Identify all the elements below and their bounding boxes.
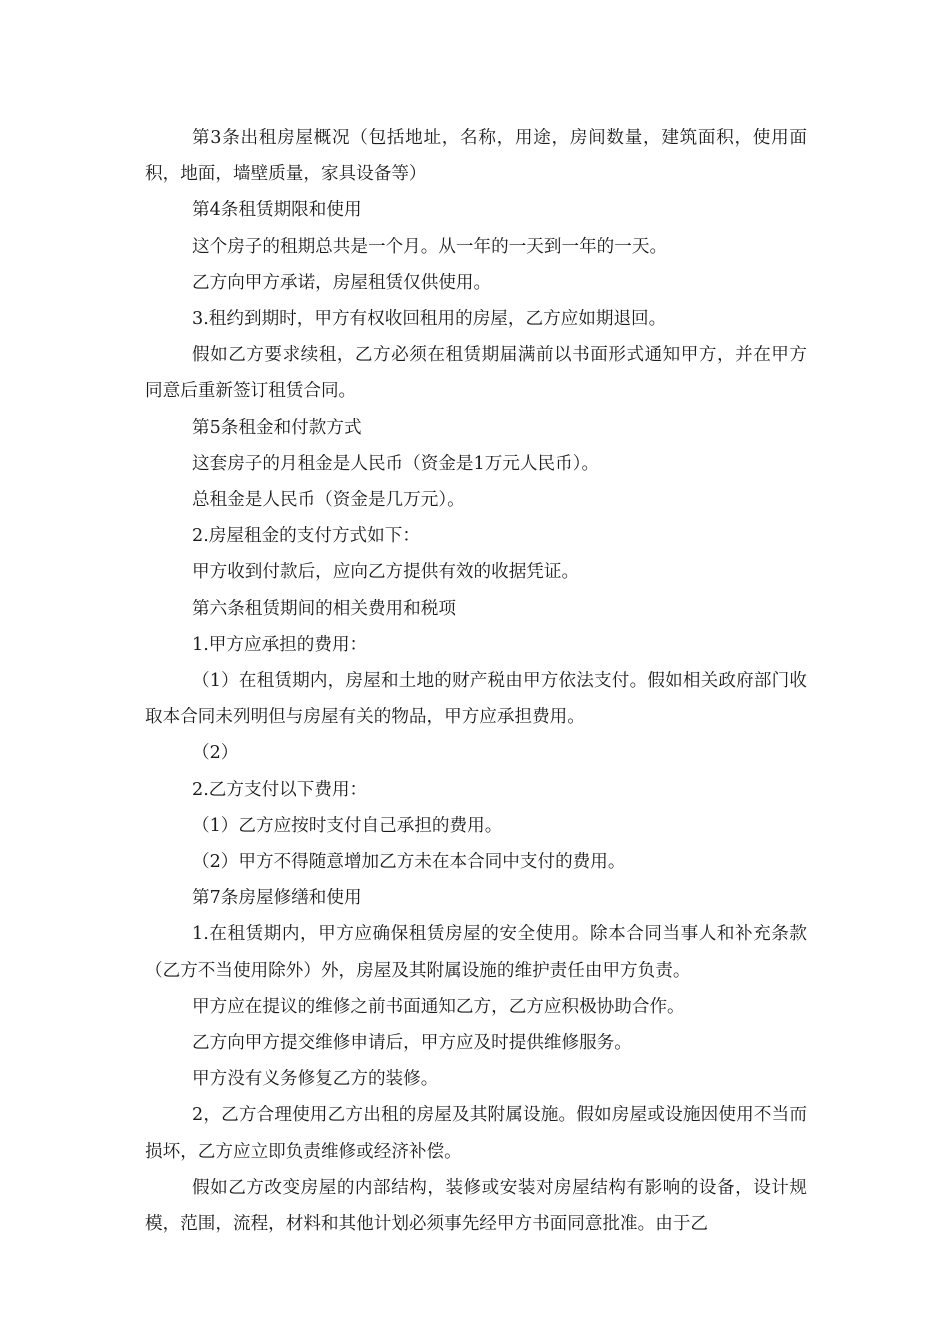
paragraph-renewal: 假如乙方要求续租，乙方必须在租赁期届满前以书面形式通知甲方，并在甲方同意后重新签订租赁合同。: [145, 345, 807, 402]
paragraph-usage-promise: 乙方向甲方承诺，房屋租赁仅供使用。: [192, 272, 492, 293]
paragraph-reasonable-use: 2，乙方合理使用乙方出租的房屋及其附属设施。假如房屋或设施因使用不当而损坏，乙方应立即负责维修或经济补偿。: [145, 1105, 807, 1162]
paragraph-structural-change: 假如乙方改变房屋的内部结构，装修或安装对房屋结构有影响的设备，设计规模，范围，流程，材料和其他计划必须事先经甲方书面同意批准。由于乙: [145, 1177, 807, 1235]
paragraph-party-a-fees: 1.甲方应承担的费用：: [192, 634, 368, 655]
paragraph-receipt: 甲方收到付款后，应向乙方提供有效的收据凭证。: [192, 562, 580, 583]
paragraph-repair-request: 乙方向甲方提交维修申请后，甲方应及时提供维修服务。: [192, 1033, 632, 1054]
paragraph-lease-term: 这个房子的租期总共是一个月。从一年的一天到一年的一天。: [192, 236, 668, 257]
paragraph-article-6-heading: 第六条租赁期间的相关费用和税项: [192, 598, 456, 619]
paragraph-total-rent: 总租金是人民币（资金是几万元）。: [192, 490, 465, 511]
paragraph-article-4-heading: 第4条租赁期限和使用: [192, 200, 362, 221]
paragraph-party-b-fees: 2.乙方支付以下费用：: [192, 779, 368, 800]
paragraph-property-tax: （1）在租赁期内，房屋和土地的财产税由甲方依法支付。假如相关政府部门收取本合同未列明但与房屋有关的物品，甲方应承担费用。: [145, 671, 807, 728]
paragraph-article-5-heading: 第5条租金和付款方式: [192, 417, 362, 438]
paragraph-lease-expiry: 3.租约到期时，甲方有权收回租用的房屋，乙方应如期退回。: [192, 309, 667, 330]
document-body: [145, 120, 807, 1242]
paragraph-party-b-pay-on-time: （1）乙方应按时支付自己承担的费用。: [192, 815, 503, 836]
paragraph-item-2-empty: （2）: [192, 743, 239, 764]
paragraph-monthly-rent: 这套房子的月租金是人民币（资金是1万元人民币）。: [192, 453, 600, 474]
paragraph-no-extra-fees: （2）甲方不得随意增加乙方未在本合同中支付的费用。: [192, 852, 626, 873]
paragraph-no-decoration-repair: 甲方没有义务修复乙方的装修。: [192, 1069, 439, 1090]
paragraph-article-3: 第3条出租房屋概况（包括地址，名称，用途，房间数量，建筑面积，使用面积，地面，墙壁质量，家具设备等）: [145, 128, 807, 185]
paragraph-repair-notice: 甲方应在提议的维修之前书面通知乙方，乙方应积极协助合作。: [192, 996, 685, 1017]
paragraph-safe-use: 1.在租赁期内，甲方应确保租赁房屋的安全使用。除本合同当事人和补充条款（乙方不当使用除外）外，房屋及其附属设施的维护责任由甲方负责。: [145, 924, 807, 981]
paragraph-article-7-heading: 第7条房屋修缮和使用: [192, 888, 362, 909]
paragraph-payment-method: 2.房屋租金的支付方式如下：: [192, 526, 420, 547]
